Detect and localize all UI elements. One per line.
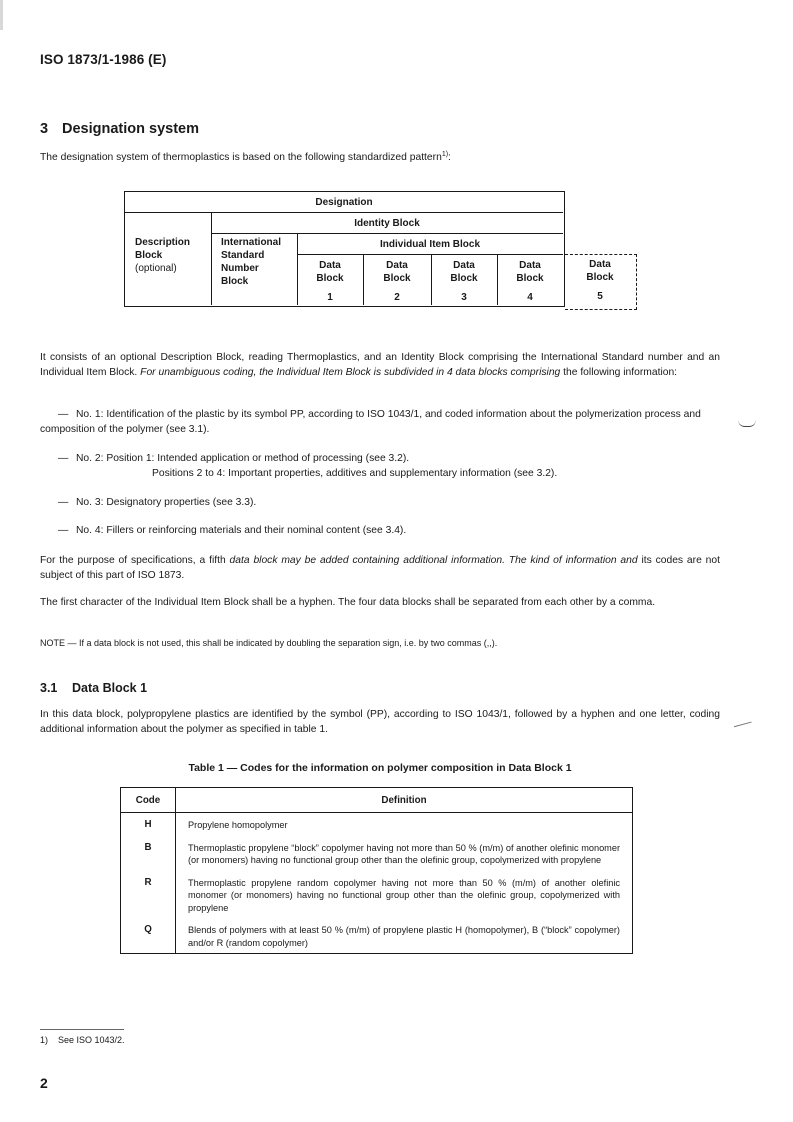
section-3-heading xyxy=(40,121,199,137)
note: NOTE — If a data block is not used, this shall be indicated by doubling the separation sign, i.e. by two commas (,,). xyxy=(40,638,498,648)
p2-text-b: For unambiguous coding, the Individual Item Block is subdivided in 4 data blocks comprising xyxy=(140,366,561,378)
bullet-item-no1 xyxy=(40,408,720,437)
footnote-ref[interactable]: 1) xyxy=(441,151,449,158)
paragraph-separator: The first character of the Individual Item Block shall be a hyphen. The four data blocks shall be separated from each other by a comma. xyxy=(40,597,656,608)
desc-optional: (optional) xyxy=(135,263,177,274)
designation-diagram xyxy=(124,191,565,307)
p2-text-c: the following information: xyxy=(560,366,678,378)
db-label: Block xyxy=(516,273,544,284)
dash: — xyxy=(58,453,69,464)
data-block-2 xyxy=(363,259,431,304)
section-number: 3.1 xyxy=(40,681,58,695)
footnote-text: See ISO 1043/2. xyxy=(58,1035,125,1045)
dash: — xyxy=(58,409,69,420)
table-row xyxy=(121,813,633,838)
table-row xyxy=(121,920,633,954)
intro-end: : xyxy=(448,152,451,163)
db-num: 4 xyxy=(527,292,533,303)
scan-artifact xyxy=(738,420,756,427)
db-label: Data xyxy=(319,260,341,271)
table-header-row xyxy=(121,788,633,813)
definition-cell: Thermoplastic propylene random copolymer having not more than 50 % (m/m) of another olefinic monomer (or monomers) having no functional group other than the olefinic group, copolymerized with propylene xyxy=(188,877,620,913)
footnote-rule xyxy=(40,1029,124,1030)
intro-text: The designation system of thermoplastics is based on the following standardized pattern xyxy=(40,152,442,163)
db-label: Data xyxy=(589,259,611,270)
data-block-4 xyxy=(497,259,563,304)
bullet-text: No. 2: Position 1: Intended application or method of processing (see 3.2). xyxy=(76,453,410,464)
identity-block-label: Identity Block xyxy=(354,217,420,229)
table-1 xyxy=(120,787,633,954)
section-number: 3 xyxy=(40,121,49,137)
isn-line-3: Number xyxy=(221,263,259,274)
definition-cell: Propylene homopolymer xyxy=(188,820,288,830)
db-label: Block xyxy=(383,273,411,284)
bullet-item-no3 xyxy=(40,496,256,511)
bullet-item-no4 xyxy=(40,524,406,539)
section-title: Data Block 1 xyxy=(72,681,148,695)
header-definition: Definition xyxy=(176,788,633,813)
table-row xyxy=(121,873,633,921)
code-cell: R xyxy=(121,873,176,921)
db-label: Block xyxy=(316,273,344,284)
page-number: 2 xyxy=(40,1075,48,1091)
definition-cell: Blends of polymers with at least 50 % (m/m) of propylene plastic H (homopolymer), B (“block” copolymer) and/or R (random copolymer) xyxy=(188,925,620,948)
designation-label: Designation xyxy=(315,196,373,208)
db-label: Block xyxy=(450,273,478,284)
data-block-5 xyxy=(565,258,635,303)
section-title: Designation system xyxy=(62,121,199,137)
db-num: 5 xyxy=(597,291,603,302)
db-num: 1 xyxy=(327,292,333,303)
data-block-3 xyxy=(431,259,497,304)
section-3-1-paragraph: In this data block, polypropylene plastics are identified by the symbol (PP), according to ISO 1043/1, followed by a hyphen and one letter, coding additional information about the polymer as specified in table 1. xyxy=(40,709,720,735)
db-num: 3 xyxy=(461,292,467,303)
individual-item-block-label: Individual Item Block xyxy=(379,238,481,250)
dash: — xyxy=(58,497,69,508)
p3-text-a: For the purpose of specifications, a fifth xyxy=(40,555,230,566)
db-label: Data xyxy=(453,260,475,271)
code-cell: Q xyxy=(121,920,176,954)
p3-text-b: data block may be added containing additional information. The kind of information and xyxy=(229,555,638,566)
db-label: Data xyxy=(386,260,408,271)
db-label: Block xyxy=(586,272,614,283)
desc-line-1: Description xyxy=(135,237,191,248)
section-3-1-heading xyxy=(40,681,147,695)
footnote xyxy=(40,1035,125,1045)
bullet-subtext: Positions 2 to 4: Important properties, additives and supplementary information (see 3.2). xyxy=(152,467,558,479)
bullet-text: No. 4: Fillers or reinforcing materials and their nominal content (see 3.4). xyxy=(76,525,407,536)
db-label: Data xyxy=(519,260,541,271)
p2-text-a: It consists of an optional Description Block, reading Thermoplastics, and an Identity Block comprising the International Standard number and an Individual Item Block. xyxy=(40,352,720,378)
description-block-label xyxy=(135,236,190,275)
dash: — xyxy=(58,525,69,536)
paragraph-structure xyxy=(40,351,720,380)
page-edge-mark xyxy=(0,0,3,30)
bullet-text: No. 3: Designatory properties (see 3.3). xyxy=(76,497,257,508)
scan-artifact xyxy=(732,716,751,727)
isn-line-4: Block xyxy=(221,276,249,287)
paragraph-fifth-block xyxy=(40,554,720,583)
document-id-header: ISO 1873/1-1986 (E) xyxy=(40,52,167,67)
bullet-text: No. 1: Identification of the plastic by its symbol PP, according to ISO 1043/1, and coded information about the polymerization process and composition of the polymer (see 3.1). xyxy=(40,409,701,435)
codes-table xyxy=(120,787,633,954)
header-code: Code xyxy=(121,788,176,813)
data-block-1 xyxy=(297,259,363,304)
code-cell: B xyxy=(121,838,176,873)
footnote-number: 1) xyxy=(40,1035,49,1045)
isn-block-label xyxy=(221,236,281,288)
table-row xyxy=(121,838,633,873)
table-1-caption: Table 1 — Codes for the information on polymer composition in Data Block 1 xyxy=(188,762,572,774)
desc-line-2: Block xyxy=(135,250,163,261)
isn-line-1: International xyxy=(221,237,282,248)
bullet-item-no2 xyxy=(40,452,720,481)
code-cell: H xyxy=(121,813,176,838)
definition-cell: Thermoplastic propylene “block” copolymer having not more than 50 % (m/m) of another olefinic monomer (or monomers) having no functional group other than the olefinic group, copolymerized with propylene xyxy=(188,842,620,865)
db-num: 2 xyxy=(394,292,400,303)
isn-line-2: Standard xyxy=(221,250,265,261)
p3-text-c: its codes are not subject of this part of ISO 1873. xyxy=(40,555,720,581)
section-3-intro xyxy=(40,151,720,166)
